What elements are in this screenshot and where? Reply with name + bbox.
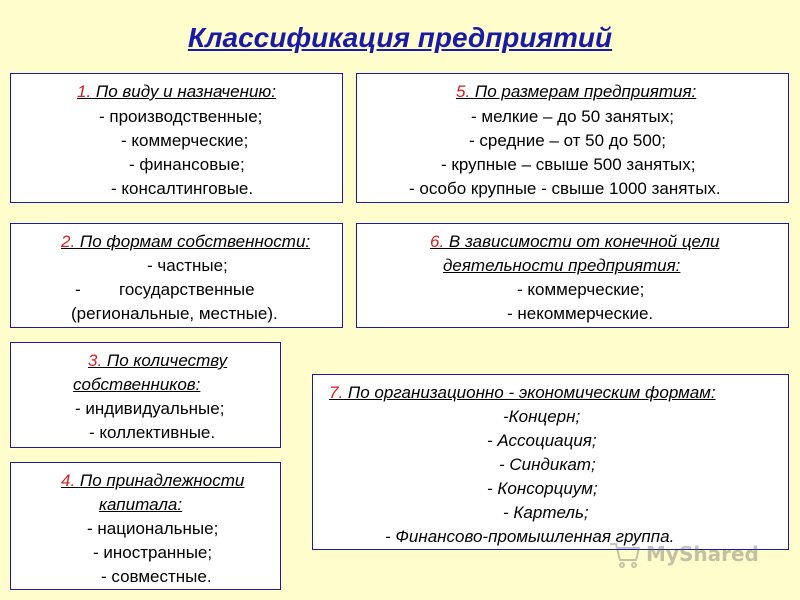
- category-number: 5.: [456, 82, 471, 101]
- list-item: - Консорциум;: [487, 479, 598, 498]
- list-item: - национальные;: [87, 519, 219, 538]
- list-item: - Финансово-промышленная группа.: [385, 527, 675, 546]
- list-item: - некоммерческие.: [507, 304, 654, 323]
- category-box-by-org-form: [312, 374, 789, 550]
- category-box-by-capital: [10, 462, 281, 590]
- list-item: - Ассоциация;: [487, 431, 597, 450]
- list-item: - средние – от 50 до 500;: [469, 131, 666, 150]
- category-heading-continued: собственников:: [73, 375, 201, 394]
- category-box-by-ownership: [10, 223, 343, 328]
- list-item: - Синдикат;: [499, 455, 596, 474]
- category-heading: [61, 469, 244, 492]
- list-item: - коммерческие;: [517, 280, 645, 299]
- list-item: - производственные;: [99, 107, 263, 126]
- category-title: По виду и назначению:: [91, 82, 276, 101]
- category-box-by-owners-count: [10, 342, 281, 448]
- category-number: 4.: [61, 471, 76, 490]
- list-item: государственные: [119, 280, 255, 299]
- category-box-by-purpose: [10, 73, 343, 203]
- page-title: Классификация предприятий: [187, 22, 613, 53]
- category-number: 1.: [77, 82, 92, 101]
- list-item: - консалтинговые.: [111, 179, 254, 198]
- watermark-logo: [608, 538, 768, 572]
- category-number: 7.: [329, 383, 344, 402]
- category-heading-continued: деятельности предприятия:: [443, 256, 681, 275]
- category-heading-continued: капитала:: [99, 495, 183, 514]
- category-title: По размерам предприятия:: [470, 82, 697, 101]
- list-item: - иностранные;: [93, 543, 213, 562]
- category-title: По формам собственности:: [75, 232, 311, 251]
- list-item: - коммерческие;: [121, 131, 249, 150]
- category-heading: [77, 80, 276, 103]
- list-item-dash: -: [75, 280, 81, 299]
- list-item: - коллективные.: [89, 423, 216, 442]
- category-title: По организационно - экономическим формам:: [343, 383, 716, 402]
- list-item: - совместные.: [101, 567, 212, 586]
- list-item: - частные;: [147, 256, 228, 275]
- category-heading: [430, 230, 719, 253]
- list-item: (региональные, местные).: [71, 304, 278, 323]
- list-item: - мелкие – до 50 занятых;: [471, 107, 674, 126]
- category-heading: [329, 381, 716, 404]
- category-number: 3.: [88, 351, 103, 370]
- category-title: По количеству: [102, 351, 228, 370]
- list-item: - финансовые;: [129, 155, 245, 174]
- category-number: 2.: [61, 232, 76, 251]
- category-title: В зависимости от конечной цели: [444, 232, 720, 251]
- list-item: - Картель;: [503, 503, 589, 522]
- list-item: - крупные – свыше 500 занятых;: [441, 155, 696, 174]
- category-number: 6.: [430, 232, 445, 251]
- watermark-text: MyShared: [646, 542, 759, 566]
- category-box-by-size: [356, 73, 789, 203]
- category-heading: [61, 230, 310, 253]
- category-box-by-goal: [356, 223, 789, 328]
- category-title: По принадлежности: [75, 471, 245, 490]
- list-item: - особо крупные - свыше 1000 занятых.: [409, 179, 721, 198]
- list-item: -Концерн;: [503, 407, 581, 426]
- category-heading: [456, 80, 696, 103]
- list-item: - индивидуальные;: [75, 399, 225, 418]
- category-heading: [88, 349, 227, 372]
